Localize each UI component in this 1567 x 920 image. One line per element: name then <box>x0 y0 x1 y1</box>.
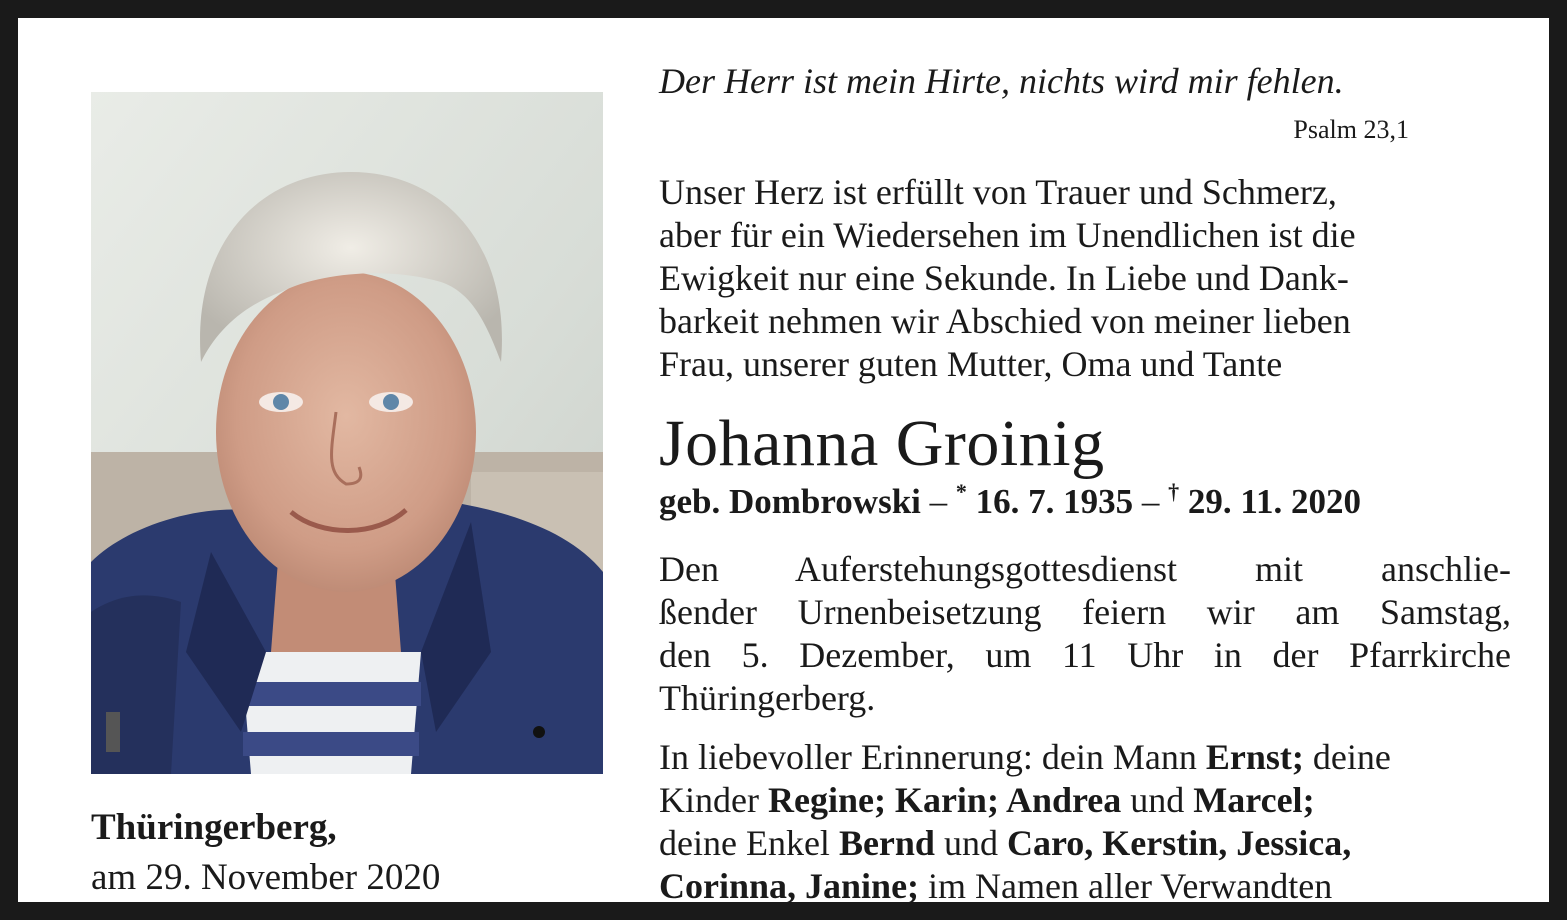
separator: – <box>1133 482 1169 521</box>
service-announcement <box>659 548 1511 720</box>
place-date: am 29. November 2020 <box>91 857 441 898</box>
birth-death-dates <box>659 480 1511 524</box>
intro-line: barkeit nehmen wir Abschied von meiner lieben <box>659 301 1351 341</box>
family-text: Kinder <box>659 780 768 820</box>
family-line <box>659 822 1511 865</box>
family-text: deine <box>1303 737 1391 777</box>
death-date: 29. 11. 2020 <box>1179 482 1361 521</box>
place-and-date <box>91 803 611 903</box>
service-line: den 5. Dezember, um 11 Uhr in der Pfarrkirche <box>659 635 1511 675</box>
family-member: Marcel; <box>1193 780 1315 820</box>
scripture-reference: Psalm 23,1 <box>1293 115 1409 144</box>
intro-line: Unser Herz ist erfüllt von Trauer und Schmerz, <box>659 172 1337 212</box>
family-member: Bernd <box>838 823 935 863</box>
intro-line: aber für ein Wiedersehen im Unendlichen ist die <box>659 215 1356 255</box>
family-line <box>659 736 1511 779</box>
place-town: Thüringerberg, <box>91 807 337 848</box>
family-text: im Namen aller Verwandten <box>919 866 1333 906</box>
service-line: ßender Urnenbeisetzung feiern wir am Samstag, <box>659 592 1511 632</box>
death-symbol: † <box>1168 479 1180 504</box>
portrait-illustration <box>91 92 603 774</box>
family-text: In liebevoller Erinnerung: dein Mann <box>659 737 1206 777</box>
family-line <box>659 779 1511 822</box>
birth-name: geb. Dombrowski <box>659 482 921 521</box>
birth-symbol: * <box>955 479 967 504</box>
family-member: Ernst; <box>1205 737 1304 777</box>
family-member: Regine; Karin; Andrea <box>767 780 1122 820</box>
family-member: Corinna, Janine; <box>659 866 920 906</box>
intro-line: Frau, unserer guten Mutter, Oma und Tante <box>659 344 1283 384</box>
birth-date: 16. 7. 1935 <box>966 482 1134 521</box>
family-list <box>659 736 1511 908</box>
service-line: Thüringerberg. <box>659 678 876 718</box>
portrait-photo <box>91 92 603 774</box>
family-text: und <box>1121 780 1194 820</box>
scripture-quote: Der Herr ist mein Hirte, nichts wird mir fehlen. <box>659 61 1344 101</box>
family-text: und <box>934 823 1007 863</box>
separator: – <box>920 482 956 521</box>
service-line: Den Auferstehungsgottesdienst mit anschlie- <box>659 549 1511 589</box>
family-text: deine Enkel <box>659 823 839 863</box>
intro-line: Ewigkeit nur eine Sekunde. In Liebe und Dank- <box>659 258 1349 298</box>
family-member: Caro, Kerstin, Jessica, <box>1006 823 1352 863</box>
intro-text <box>659 171 1511 386</box>
deceased-name: Johanna Groinig <box>659 407 1105 480</box>
family-line <box>659 865 1511 908</box>
